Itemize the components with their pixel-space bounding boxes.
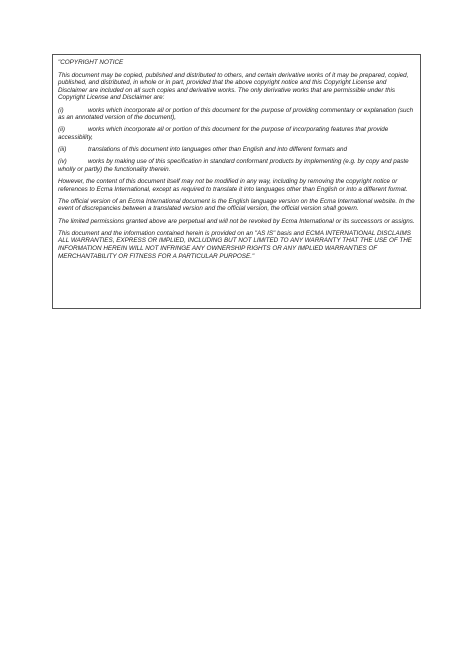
list-item bbox=[58, 146, 415, 154]
official-version-paragraph: The official version of an Ecma International document is the English language version on the Ecma International website. In the event of discrepancies between a translated version and the official version, the official version shall govern. bbox=[58, 197, 415, 213]
notice-intro: This document may be copied, published and distributed to others, and certain derivative works of it may be prepared, copied, published, and distributed, in whole or in part, provided that the above copyright notice and this Copyright License and Disclaimer are included on all such copies and derivative works. The only derivative works that are permissible under this Copyright License and Disclaimer are: bbox=[58, 71, 409, 102]
list-item bbox=[58, 158, 415, 173]
list-item-text: works which incorporate all or portion of this document for the purpose of providing commentary or explanation (such as an annotated version of the document), bbox=[58, 106, 414, 122]
list-item-label: (iii) bbox=[58, 146, 67, 154]
list-item-label: (iv) bbox=[58, 158, 67, 166]
list-item-text: works by making use of this specification in standard conformant products by implementing (e.g. by copy and paste wholly or partly) the functionality therein. bbox=[58, 158, 409, 173]
notice-title: "COPYRIGHT NOTICE bbox=[58, 59, 124, 66]
however-paragraph: However, the content of this document itself may not be modified in any way, including by removing the copyright notice or references to Ecma International, except as required to translate it into languages other than English or into a different format. bbox=[58, 178, 408, 193]
copyright-notice-box bbox=[52, 54, 421, 309]
list-item bbox=[58, 107, 415, 122]
limited-permissions-paragraph: The limited permissions granted above are perpetual and will not be revoked by Ecma International or its successors or assigns. bbox=[58, 217, 415, 225]
list-item-label: (i) bbox=[58, 106, 64, 114]
list-item-label: (ii) bbox=[58, 126, 65, 134]
list-item-text: translations of this document into languages other than English and into different formats and bbox=[88, 146, 348, 154]
list-item bbox=[58, 126, 415, 141]
list-item-text: works which incorporate all or portion of this document for the purpose of incorporating features that provide accessibility, bbox=[58, 126, 389, 141]
disclaimer-paragraph: This document and the information contained herein is provided on an "AS IS" basis and ECMA INTERNATIONAL DISCLAIMS ALL WARRANTIES, EXPRESS OR IMPLIED, INCLUDING BUT NOT LIMITED TO ANY WARRANTY THAT THE USE OF THE INFORMATION HEREIN WILL NOT INFRINGE ANY OWNERSHIP RIGHTS OR ANY IMPLIED WARRANTIES OF MERCHANTABILITY OR FITNESS FOR A PARTICULAR PURPOSE." bbox=[58, 229, 412, 260]
